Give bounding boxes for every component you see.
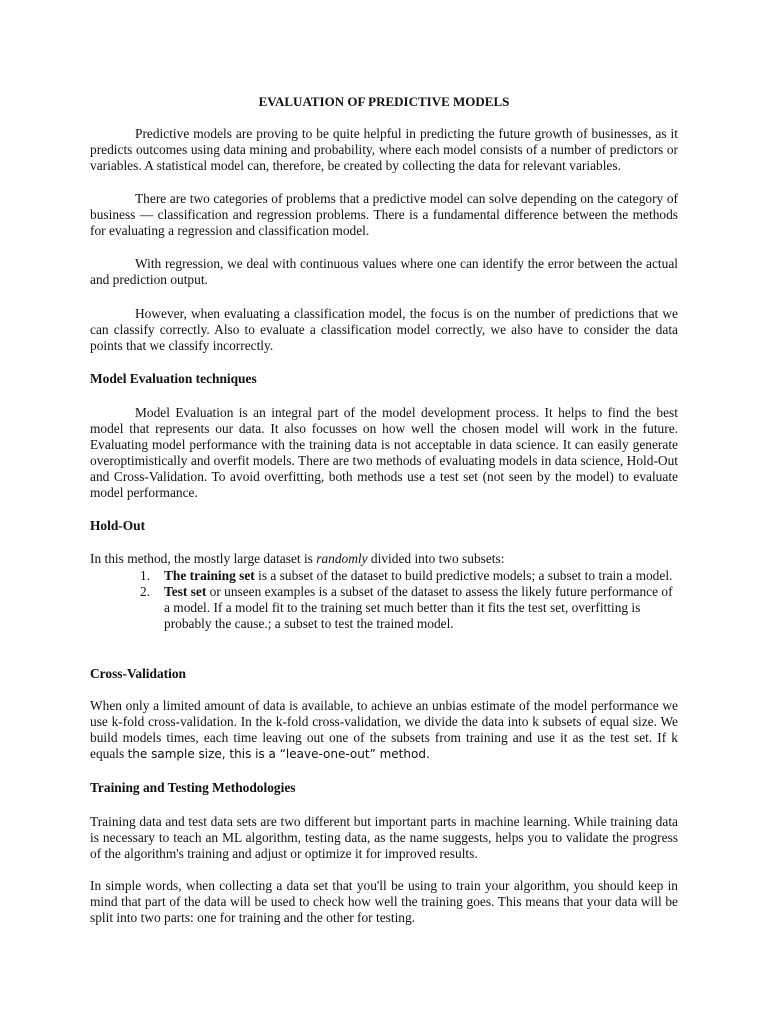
list-number: 1. xyxy=(140,568,151,583)
hold-out-intro-pre: In this method, the mostly large dataset is xyxy=(90,551,317,566)
list-item xyxy=(90,584,678,632)
list-item xyxy=(90,568,678,584)
cross-validation-tail: the sample size, this is a “leave-one-out” method. xyxy=(127,747,430,761)
hold-out-intro-post: divided into two subsets: xyxy=(367,551,505,566)
training-testing-paragraph-1: Training data and test data sets are two different but important parts in machine learning. While training data is necessary to teach an ML algorithm, testing data, as the name suggests, helps you to validate the progress of the algorithm's training and adjust or optimize it for improved results. xyxy=(90,814,678,861)
hold-out-list xyxy=(90,568,678,632)
intro-paragraph-1: Predictive models are proving to be quite helpful in predicting the future growth of businesses, as it predicts outcomes using data mining and probability, where each model consists of a number of predictors or variables. A statistical model can, therefore, be created by collecting the data for relevant variables. xyxy=(90,126,678,173)
intro-paragraph-4: However, when evaluating a classification model, the focus is on the number of predictions that we can classify correctly. Also to evaluate a classification model correctly, we also have to consider the data points that we classify incorrectly. xyxy=(90,306,678,353)
cross-validation-heading: Cross-Validation xyxy=(90,666,186,681)
training-testing-heading: Training and Testing Methodologies xyxy=(90,780,296,795)
cross-validation-paragraph xyxy=(90,698,678,762)
list-text: or unseen examples is a subset of the dataset to assess the likely future performance of a model. If a model fit to the training set much better than it fits the test set, overfitting is probably the cause.; a subset to test the trained model. xyxy=(164,584,673,631)
training-testing-paragraph-2: In simple words, when collecting a data set that you'll be using to train your algorithm, you should keep in mind that part of the data will be used to check how well the training goes. This means that your data will be split into two parts: one for training and the other for testing. xyxy=(90,878,678,925)
hold-out-heading: Hold-Out xyxy=(90,518,146,533)
model-evaluation-paragraph: Model Evaluation is an integral part of the model development process. It helps to find the best model that represents our data. It also focusses on how well the chosen model will work in the future. Evaluating model performance with the training data is not acceptable in data science. It can easily generate overoptimistically and overfit models. There are two methods of evaluating models in data science, Hold-Out and Cross-Validation. To avoid overfitting, both methods use a test set (not seen by the model) to evaluate model performance. xyxy=(90,405,678,500)
intro-paragraph-3: With regression, we deal with continuous values where one can identify the error between the actual and prediction output. xyxy=(90,256,678,287)
list-text: is a subset of the dataset to build predictive models; a subset to train a model. xyxy=(254,568,673,583)
list-number: 2. xyxy=(140,584,151,599)
model-evaluation-heading: Model Evaluation techniques xyxy=(90,371,257,386)
intro-paragraph-2: There are two categories of problems that a predictive model can solve depending on the category of business — classification and regression problems. There is a fundamental difference between the methods for evaluating a regression and classification model. xyxy=(90,191,678,238)
list-term: Test set xyxy=(164,584,207,599)
hold-out-intro xyxy=(90,551,678,567)
cross-validation-body: When only a limited amount of data is available, to achieve an unbias estimate of the model performance we use k-fold cross-validation. In the k-fold cross-validation, we divide the data into k subsets of equal size. We build models times, each time leaving out one of the subsets from training and use it as the test set. If k equals xyxy=(90,698,678,761)
hold-out-intro-emphasis: randomly xyxy=(316,551,368,566)
list-term: The training set xyxy=(164,568,255,583)
document-title: EVALUATION OF PREDICTIVE MODELS xyxy=(258,94,510,109)
